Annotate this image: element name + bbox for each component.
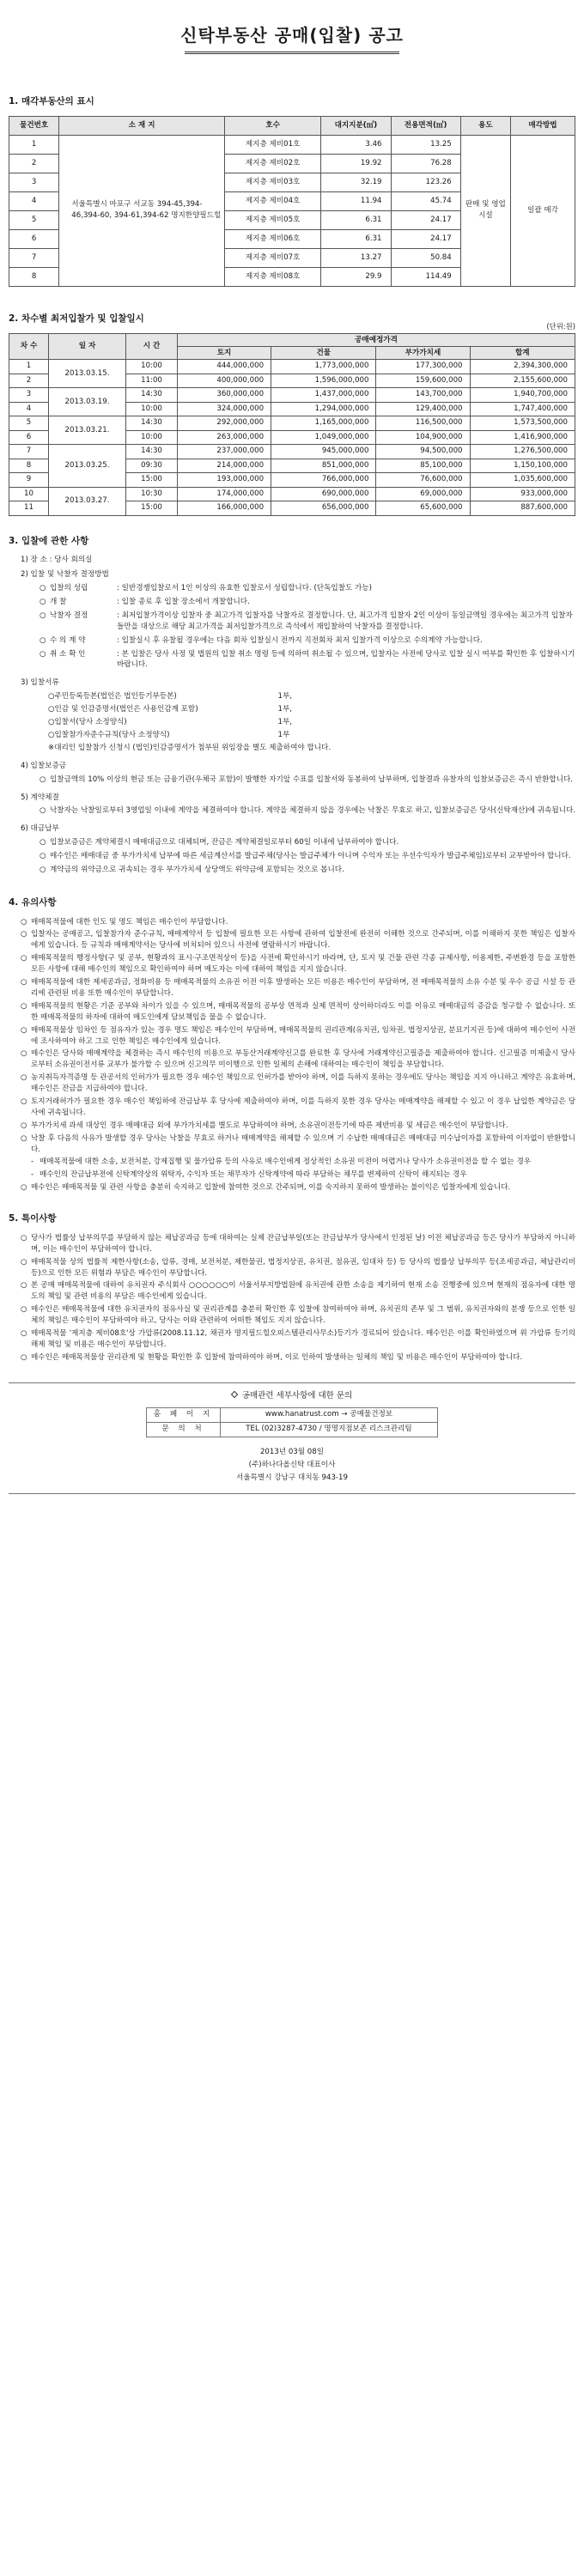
cell-round: 10 — [9, 487, 49, 501]
cell-time: 09:30 — [126, 459, 178, 473]
property-col-header: 전용면적(㎡) — [391, 116, 460, 135]
bullet: ○ — [48, 692, 55, 702]
payment-title: 6) 대금납부 — [21, 824, 59, 834]
cell-no: 2 — [9, 154, 59, 173]
special-item — [21, 1280, 575, 1303]
cell-vat: 85,100,000 — [376, 459, 470, 473]
cell-land: 292,000,000 — [178, 416, 271, 431]
dash: - — [31, 1170, 34, 1180]
payment-item — [21, 837, 575, 848]
cell-building: 766,000,000 — [271, 473, 376, 488]
cell-building: 1,773,000,000 — [271, 360, 376, 374]
property-table-body — [9, 135, 575, 286]
cell-total: 1,035,600,000 — [470, 473, 575, 488]
cell-vat: 69,000,000 — [376, 487, 470, 501]
section2-heading: 2. 차수별 최저입찰가 및 입찰일시 — [9, 313, 144, 324]
bid-method-title: 2) 입찰 및 낙찰자 결정방법 — [21, 570, 109, 580]
cell-time: 15:00 — [126, 473, 178, 488]
caution-item — [21, 1097, 575, 1119]
property-col-header: 호수 — [224, 116, 320, 135]
bid-method-text: : 본 입찰은 당사 사정 및 법원의 입찰 취소 명령 등에 의하여 취소될 수 있으며, 입찰자는 사전에 당사로 입찰 실시 여부를 확인한 후 입찰하시기 바랍니다. — [117, 649, 575, 670]
contact-key: 문 의 처 — [147, 1422, 221, 1437]
title-underline — [185, 52, 399, 54]
col-date: 일 자 — [49, 334, 126, 360]
cell-round: 2 — [9, 374, 49, 388]
caution-list — [9, 917, 575, 1194]
payment-text: 입찰보증금은 계약체결시 매매대금으로 대체되며, 잔금은 계약체결일로부터 60일 이내에 납부하여야 합니다. — [50, 838, 399, 848]
cell-time: 11:00 — [126, 374, 178, 388]
cell-round: 3 — [9, 388, 49, 403]
cell-unit: 제지층 제비01호 — [224, 135, 320, 154]
caution-text: 낙찰 후 다음의 사유가 발생할 경우 당사는 낙찰을 무효로 하거나 매매계약을 해제할 수 있으며 기 수납한 매매대금은 매매대금 미수납이자를 포함하여 이자없이 반환합니다. — [31, 1133, 575, 1154]
cell-vat: 94,500,000 — [376, 445, 470, 459]
special-text: 매수인은 매매목적물상 권리관계 및 현황을 확인한 후 입찰에 참여하여야 하며, 이로 인하여 발생하는 일체의 책임 및 비용은 매수인이 부담하여야 합니다. — [31, 1352, 523, 1362]
cell-total: 933,000,000 — [470, 487, 575, 501]
doc-qty: 1부, — [277, 705, 293, 714]
cell-date: 2013.03.15. — [49, 360, 126, 388]
caution-item — [21, 1001, 575, 1024]
payment-item — [21, 865, 575, 876]
bullet: ○ — [40, 838, 46, 848]
property-table-header — [9, 116, 575, 135]
cell-no: 4 — [9, 191, 59, 210]
cell-round: 8 — [9, 459, 49, 473]
cell-area: 50.84 — [391, 248, 460, 267]
bid-method-item — [40, 611, 575, 633]
caution-text: 부가가치세 과세 대상인 경우 매매대금 외에 부가가치세를 별도로 부담하여야 하며, 소유권이전등기에 따른 제반비용 및 세금은 매수인이 부담합니다. — [31, 1121, 508, 1130]
contract-title: 5) 계약체결 — [21, 793, 59, 802]
caution-subtext: 매매목적물에 대한 소송, 보전처분, 강제집행 및 물가압류 등의 사유로 매수인에게 정상적인 소유권 이전이 어렵거나 당사가 소유권이전을 할 수 없는 경우 — [40, 1157, 532, 1167]
cell-land: 444,000,000 — [178, 360, 271, 374]
cell-total: 1,276,500,000 — [470, 445, 575, 459]
cell-date: 2013.03.25. — [49, 445, 126, 488]
cell-land: 32.19 — [321, 173, 391, 191]
cell-round: 9 — [9, 473, 49, 488]
cell-building: 1,165,000,000 — [271, 416, 376, 431]
contact-key: 홈 페 이 지 — [147, 1407, 221, 1422]
cell-total: 1,940,700,000 — [470, 388, 575, 403]
doc-name: 입찰서(당사 소정양식) — [54, 718, 127, 727]
caution-item — [21, 1048, 575, 1071]
deposit-title: 4) 입찰보증금 — [21, 761, 67, 770]
notice-title: 신탁부동산 공매(입찰) 공고 — [180, 25, 404, 46]
cell-vat: 177,300,000 — [376, 360, 470, 374]
bullet: ○ — [21, 930, 27, 939]
caution-item — [21, 953, 575, 975]
special-item — [21, 1233, 575, 1255]
col-land: 토지 — [178, 347, 271, 360]
cell-no: 1 — [9, 135, 59, 154]
cell-date: 2013.03.21. — [49, 416, 126, 445]
property-table — [9, 116, 575, 287]
contact-box — [9, 1382, 575, 1494]
col-round: 차 수 — [9, 334, 49, 360]
bid-docs-list — [21, 691, 575, 753]
cell-vat: 104,900,000 — [376, 430, 470, 445]
contact-heading — [9, 1390, 575, 1402]
cell-area: 76.28 — [391, 154, 460, 173]
cell-vat: 65,600,000 — [376, 501, 470, 516]
bullet: ○ — [40, 649, 46, 659]
property-col-header: 대지지분(㎡) — [321, 116, 391, 135]
payment-list — [21, 837, 575, 876]
special-text: 당사가 법률상 납부의무를 부담하지 않는 체납공과금 등에 대하여는 실제 잔금납부일(또는 잔금납부가 당사에서 인정된 날) 이전 체납공과금 등은 당사가 부담하지 아니하며, 이는 매수인이 부담하여야 합니다. — [31, 1233, 575, 1254]
cell-method: 일괄 매각 — [511, 135, 575, 286]
bullet: ○ — [21, 917, 27, 927]
cell-land: 19.92 — [321, 154, 391, 173]
special-text: 본 공매 매매목적물에 대하여 유치권자 주식회사 ○○○○○○이 서울서부지방법원에 유치권에 관한 소송을 제기하여 현재 소송 진행중에 있으며 현재의 점유자에 대한 명도의 책임 및 관련 비용의 부담은 매수인에게 있습니다. — [31, 1281, 575, 1302]
bid-method-item — [40, 635, 575, 647]
property-col-header: 소 재 지 — [59, 116, 225, 135]
cell-time: 10:00 — [126, 430, 178, 445]
caution-item — [21, 929, 575, 951]
doc-item — [48, 704, 575, 715]
bid-docs-title: 3) 입찰서류 — [21, 678, 59, 688]
footer-company: (주)하나다올신탁 대표이사 — [248, 1460, 336, 1469]
cell-land: 174,000,000 — [178, 487, 271, 501]
cell-land: 214,000,000 — [178, 459, 271, 473]
doc-qty: 1부 — [277, 730, 290, 739]
cell-date: 2013.03.19. — [49, 388, 126, 416]
cell-unit: 제지층 제비05호 — [224, 210, 320, 229]
cell-unit: 제지층 제비04호 — [224, 191, 320, 210]
bullet: ○ — [40, 635, 46, 645]
cell-time: 10:00 — [126, 360, 178, 374]
cell-area: 123.26 — [391, 173, 460, 191]
cell-building: 1,294,000,000 — [271, 402, 376, 416]
property-col-header: 물건번호 — [9, 116, 59, 135]
doc-name: 대리인 입찰참가 신청시 (법인)인감증명서가 첨부된 위임장을 별도 제출하여야 합니다. — [54, 743, 332, 752]
bullet: ○ — [21, 1049, 27, 1059]
bid-method-item — [40, 597, 575, 608]
bullet: ○ — [21, 1073, 27, 1083]
bullet: ○ — [21, 1183, 27, 1193]
dash: - — [31, 1157, 34, 1167]
special-text: 매매목적물 상의 법률적 제한사항(소송, 압류, 경매, 보전처분, 제한물권, 법정지상권, 유치권, 점유권, 임대차 등) 등 당사의 법률상 납부의무 등(조세공과금, 체납관리비 등)으로 인한 모든 위험과 부담은 매수인이 부담합니다. — [31, 1257, 575, 1278]
bid-method-text: : 최저입찰가격이상 입찰자 중 최고가격 입찰자를 낙찰자로 결정합니다. 단, 최고가격 입찰자 2인 이상이 동일금액일 경우에는 최고가격 입찰자들만을 대상으로 해당 최고가격을 최저입찰가격으로 즉석에서 재입찰하여 낙찰자를 결정합니다. — [117, 611, 573, 631]
doc-item — [48, 730, 575, 741]
table-row — [9, 135, 575, 154]
table-row — [9, 416, 575, 431]
cell-building: 851,000,000 — [271, 459, 376, 473]
caution-item — [21, 1072, 575, 1095]
caution-text: 매수인은 당사와 매매계약을 체결하는 즉시 매수인의 비용으로 부동산거래계약신고를 완료한 후 당사에 거래계약신고필증을 제출하여야 합니다. 신고필증 미제출시 당사로부터 소유권이전서류 교부가 불가할 수 있으며 신고의무 미이행으로 인한 일체의 손해에 대하여는 매수인이 책임을 부담합니다. — [31, 1049, 575, 1070]
caution-item — [21, 977, 575, 999]
bullet: ○ — [21, 1233, 27, 1242]
bid-place: 1) 장 소 : 당사 회의실 — [21, 556, 93, 565]
cell-vat: 159,600,000 — [376, 374, 470, 388]
bullet: ○ — [21, 1257, 27, 1267]
cell-time: 14:30 — [126, 416, 178, 431]
cell-total: 2,155,600,000 — [470, 374, 575, 388]
caution-item — [21, 1121, 575, 1132]
section1-heading: 1. 매각부동산의 표시 — [9, 96, 94, 106]
cell-building: 945,000,000 — [271, 445, 376, 459]
doc-name: 인감 및 인감증명서(법인은 사용인감계 포함) — [54, 705, 198, 714]
section3-heading: 3. 입찰에 관한 사항 — [9, 535, 89, 546]
bullet: ○ — [21, 1305, 27, 1315]
caution-item — [21, 1182, 575, 1194]
contract-text: 낙찰자는 낙찰일로부터 3영업일 이내에 계약을 체결하여야 합니다. 계약을 체결하지 않을 경우에는 낙찰은 무효로 하고, 입찰보증금은 당사(신탁재산)에 귀속됩니다. — [50, 806, 575, 816]
bullet: ○ — [48, 705, 55, 714]
bid-method-item — [40, 583, 575, 594]
doc-qty: 1부, — [277, 692, 293, 702]
bullet: ○ — [21, 1133, 27, 1143]
cell-unit: 제지층 제비02호 — [224, 154, 320, 173]
bullet: ○ — [48, 730, 55, 739]
cell-time: 14:30 — [126, 445, 178, 459]
property-col-header: 매각방법 — [511, 116, 575, 135]
special-item — [21, 1352, 575, 1364]
cell-land: 400,000,000 — [178, 374, 271, 388]
special-item — [21, 1257, 575, 1279]
cell-no: 3 — [9, 173, 59, 191]
doc-name: 입찰참가자준수규칙(당사 소정양식) — [54, 730, 170, 739]
cell-time: 14:30 — [126, 388, 178, 403]
contact-row — [147, 1407, 438, 1422]
bid-method-item — [40, 649, 575, 671]
col-total: 합계 — [470, 347, 575, 360]
cell-time: 15:00 — [126, 501, 178, 516]
footer-date: 2013년 03월 08일 — [259, 1447, 325, 1456]
caution-item — [21, 1025, 575, 1048]
bullet: ○ — [48, 718, 55, 727]
cell-no: 5 — [9, 210, 59, 229]
bullet: ○ — [21, 1328, 27, 1338]
cell-land: 29.9 — [321, 267, 391, 286]
caution-text: 매매목적물상 임차인 등 점유자가 있는 경우 명도 책임은 매수인이 부담하며, 매매목적물의 권리관계(유치권, 임차권, 법정지상권, 분묘기지권 등)에 대하여 매수인이 사전에 조사하여야 하고 그로 인한 책임은 매수인에게 있습니다. — [31, 1025, 575, 1046]
caution-text: 매매목적물의 현황은 기준 공부와 차이가 있을 수 있으며, 매매목적물의 공부상 면적과 실제 면적이 상이하더라도 이를 이유로 매매대금의 증감을 청구할 수 없습니다. 또한 매매목적물의 하자에 대하여 매도인에게 담보책임을 물을 수 없습니다. — [31, 1001, 575, 1022]
bullet: ○ — [21, 1352, 27, 1362]
cell-total: 1,573,500,000 — [470, 416, 575, 431]
cell-usage: 판매 및 영업시설 — [460, 135, 510, 286]
bid-method-list — [21, 583, 575, 671]
col-building: 건물 — [271, 347, 376, 360]
cell-building: 1,596,000,000 — [271, 374, 376, 388]
price-table-body — [9, 360, 575, 516]
table-row — [9, 360, 575, 374]
doc-qty: 1부, — [277, 718, 293, 727]
bullet: ○ — [21, 1121, 27, 1130]
caution-text: 매매목적물에 대한 인도 및 명도 책임은 매수인이 부담합니다. — [31, 917, 228, 927]
cell-no: 7 — [9, 248, 59, 267]
col-time: 시 간 — [126, 334, 178, 360]
deposit-text: 입찰금액의 10% 이상의 현금 또는 금융기관(우체국 포함)이 발행한 자기앞 수표를 입찰서와 동봉하여 납부하며, 입찰결과 유찰자의 입찰보증금은 즉시 반환합니다. — [50, 775, 574, 784]
cell-land: 237,000,000 — [178, 445, 271, 459]
cell-vat: 76,600,000 — [376, 473, 470, 488]
caution-text: 토지거래허가가 필요한 경우 매수인 책임하에 잔금납부 후 당사에 제출하여야 하며, 이를 득하지 못한 경우 당사는 매매계약을 해제할 수 있고 이 경우 납입한 계약금은 당사에 귀속됩니다. — [31, 1097, 575, 1117]
cell-round: 7 — [9, 445, 49, 459]
cell-vat: 143,700,000 — [376, 388, 470, 403]
cell-area: 24.17 — [391, 210, 460, 229]
cell-land: 13.27 — [321, 248, 391, 267]
cell-area: 13.25 — [391, 135, 460, 154]
cell-land: 324,000,000 — [178, 402, 271, 416]
cell-round: 6 — [9, 430, 49, 445]
cell-land: 263,000,000 — [178, 430, 271, 445]
caution-subitem — [21, 1157, 575, 1168]
cell-building: 690,000,000 — [271, 487, 376, 501]
cell-area: 45.74 — [391, 191, 460, 210]
doc-item — [48, 743, 575, 754]
special-text: 매수인은 매매목적물에 대한 유치권자의 점유사실 및 권리관계를 충분히 확인한 후 입찰에 참여하여야 하며, 유치권의 존부 및 그 범위, 유치권자와의 분쟁 등으로 인한 일체의 책임은 매수인이 부담하여야 하고, 당사는 이와 관련하여 어떠한 책임도 지지 않습니다. — [31, 1305, 575, 1326]
caution-item — [21, 1133, 575, 1156]
special-item — [21, 1304, 575, 1327]
contact-table — [146, 1407, 438, 1437]
col-vat: 부가가치세 — [376, 347, 470, 360]
caution-text: 매매목적물에 대한 제세공과금, 정화비용 등 매매목적물의 소유권 이전 이후 발생하는 모든 비용은 매수인이 부담하며, 전 매매목적물의 소유 수분 및 우수 공급 시설 등 관리에 관련된 비용 또한 매수인이 부담합니다. — [31, 978, 575, 998]
special-item — [21, 1328, 575, 1351]
bullet: ○ — [21, 978, 27, 987]
col-price: 공매예정가격 — [178, 334, 575, 347]
caution-text: 매매목적물의 행정사항(구 및 공부, 현황과의 표시·구조면적상이 등)을 사전에 확인하시기 바라며, 단, 토지 및 건물 관련 각종 규제사항, 이용제한, 주변환경 등을 포함한 모든 사항에 대해 매수인의 책임으로 확인하여야 하며 매도자는 이에 대하여 책임을 지지 않습니다. — [31, 954, 575, 975]
contact-value: TEL (02)3287-4730 / 명명지점보존 리스크관리팀 — [221, 1422, 438, 1437]
table-row — [9, 388, 575, 403]
cell-land: 360,000,000 — [178, 388, 271, 403]
cell-unit: 제지층 제비08호 — [224, 267, 320, 286]
payment-text: 계약금의 위약금으로 귀속되는 경우 부가가치세 상당액도 위약금에 포함되는 것으로 봅니다. — [50, 865, 344, 874]
unit-note: (단위:원) — [546, 321, 575, 331]
cell-unit: 제지층 제비03호 — [224, 173, 320, 191]
cell-area: 114.49 — [391, 267, 460, 286]
cell-area: 24.17 — [391, 229, 460, 248]
bid-method-label: 취 소 확 인 — [50, 649, 86, 659]
cell-building: 656,000,000 — [271, 501, 376, 516]
bid-method-text: : 일반경쟁입찰로서 1인 이상의 유효한 입찰로서 성립합니다. (단독입찰도 가능) — [117, 584, 373, 593]
cell-unit: 제지층 제비07호 — [224, 248, 320, 267]
bullet: ※ — [48, 743, 55, 752]
cell-time: 10:00 — [126, 402, 178, 416]
caution-text: 매수인은 매매목적물 및 관련 사항을 충분히 숙지하고 입찰에 참여한 것으로 간주되며, 이를 숙지하지 못하여 발생하는 불이익은 입찰자에게 있습니다. — [31, 1183, 511, 1193]
cell-land: 6.31 — [321, 229, 391, 248]
doc-item — [48, 691, 575, 702]
cell-unit: 제지층 제비06호 — [224, 229, 320, 248]
contact-heading-text: 공매관련 세부사항에 대한 문의 — [241, 1390, 353, 1400]
cell-total: 1,416,900,000 — [470, 430, 575, 445]
doc-item — [48, 717, 575, 728]
bullet: ○ — [21, 954, 27, 963]
contract-item: ○ 낙찰자는 낙찰일로부터 3영업일 이내에 계약을 체결하여야 합니다. 계약을 체결하지 않을 경우에는 낙찰은 무효로 하고, 입찰보증금은 당사(신탁재산)에 귀속됩니다. — [40, 806, 575, 816]
bid-method-label: 입찰의 성립 — [50, 584, 88, 593]
section3-body — [9, 555, 575, 875]
bid-method-label: 개 찰 — [50, 598, 67, 607]
bid-method-label: 수 의 계 약 — [50, 635, 86, 645]
cell-building: 1,437,000,000 — [271, 388, 376, 403]
cell-land: 6.31 — [321, 210, 391, 229]
cell-total: 1,150,100,000 — [470, 459, 575, 473]
cell-building: 1,049,000,000 — [271, 430, 376, 445]
cell-total: 887,600,000 — [470, 501, 575, 516]
special-list — [9, 1233, 575, 1364]
table-row — [9, 445, 575, 459]
contact-row — [147, 1422, 438, 1437]
section4-heading: 4. 유의사항 — [9, 896, 57, 908]
caution-item — [21, 917, 575, 928]
cell-round: 4 — [9, 402, 49, 416]
cell-land: 193,000,000 — [178, 473, 271, 488]
contact-value: www.hanatrust.com → 공매물건정보 — [221, 1407, 438, 1422]
bullet: ○ — [21, 1281, 27, 1291]
deposit-item: ○ 입찰금액의 10% 이상의 현금 또는 금융기관(우체국 포함)이 발행한 자기앞 수표를 입찰서와 동봉하여 납부하며, 입찰결과 유찰자의 입찰보증금은 즉시 반환합니다. — [21, 775, 575, 786]
cell-round: 1 — [9, 360, 49, 374]
bullet: ○ — [21, 1097, 27, 1106]
bid-method-label: 낙찰자 결정 — [50, 611, 88, 620]
cell-date: 2013.03.27. — [49, 487, 126, 515]
diamond-icon — [231, 1390, 238, 1397]
cell-vat: 129,400,000 — [376, 402, 470, 416]
cell-land: 3.46 — [321, 135, 391, 154]
cell-location: 서울특별시 마포구 서교동 394-45,394-46,394-60, 394-61,394-62 명지한양필드힐 — [59, 135, 225, 286]
cell-land: 166,000,000 — [178, 501, 271, 516]
bullet: ○ — [40, 852, 46, 861]
section5-heading: 5. 특이사항 — [9, 1213, 57, 1224]
payment-text: 매수인은 매매대금 중 부가가치세 납부에 따른 세금계산서를 발급주체(당사는 발급주체가 아니며 수익자 또는 우선수익자가 발급주체임)로부터 교부받아야 합니다. — [50, 852, 571, 861]
cell-no: 8 — [9, 267, 59, 286]
caution-subitem — [21, 1170, 575, 1181]
special-text: 매매목적물 '제지층 제비08호'상 가압류(2008.11.12, 채권자 명지필드힐오피스텔관리사무소)등기가 경료되어 있습니다. 매수인은 이를 확인하였으며 위 가압류 등기의 해제 책임 및 비용은 매수인이 부담합니다. — [31, 1328, 575, 1349]
property-col-header: 용도 — [460, 116, 510, 135]
bullet: ○ — [21, 1001, 27, 1011]
footer — [9, 1446, 575, 1485]
cell-no: 6 — [9, 229, 59, 248]
bullet: ○ — [40, 584, 46, 593]
doc-name: 주민등록등본(법인은 법인등기부등본) — [54, 692, 177, 702]
caution-subtext: 매수인의 잔금납부전에 신탁계약상의 위탁자, 수익자 또는 채무자가 신탁계약에 따라 부담하는 채무를 변제하여 신탁이 해지되는 경우 — [40, 1170, 467, 1180]
cell-land: 11.94 — [321, 191, 391, 210]
cell-vat: 116,500,000 — [376, 416, 470, 431]
bullet: ○ — [40, 865, 46, 874]
cell-time: 10:30 — [126, 487, 178, 501]
table-row — [9, 487, 575, 501]
bullet: ○ — [21, 1025, 27, 1035]
cell-round: 5 — [9, 416, 49, 431]
bid-method-text: : 입찰실시 후 유찰될 경우에는 다음 회차 입찰실시 전까지 직전회차 최저 입찰가격 이상으로 수의계약 가능합니다. — [117, 635, 483, 645]
payment-item — [21, 851, 575, 862]
cell-total: 2,394,300,000 — [470, 360, 575, 374]
cell-total: 1,747,400,000 — [470, 402, 575, 416]
bid-method-text: : 입찰 종료 후 입찰 장소에서 개찰합니다. — [117, 598, 250, 607]
footer-address: 서울특별시 강남구 대치동 943-19 — [236, 1473, 348, 1482]
caution-text: 농지취득자격증명 등 관공서의 인허가가 필요한 경우 매수인 책임으로 인허가를 받아야 하며, 이를 득하지 못하는 경우에도 당사는 책임을 지지 아니하고 계약은 유효하며, 매수인은 잔금을 지급하여야 합니다. — [31, 1073, 575, 1094]
caution-text: 입찰자는 공매공고, 입찰참가자 준수규칙, 매매계약서 등 입찰에 필요한 모든 사항에 관하여 입찰전에 완전히 이해한 것으로 간주되며, 이를 이해하지 못한 책임은 입찰자에게 있습니다. 등 규칙과 매매계약서는 당사에 비치되어 있으니 사전에 열람하시기 바랍니다. — [31, 930, 575, 951]
bullet: ○ — [40, 611, 46, 620]
price-table — [9, 333, 575, 516]
bullet: ○ — [40, 598, 46, 607]
cell-round: 11 — [9, 501, 49, 516]
